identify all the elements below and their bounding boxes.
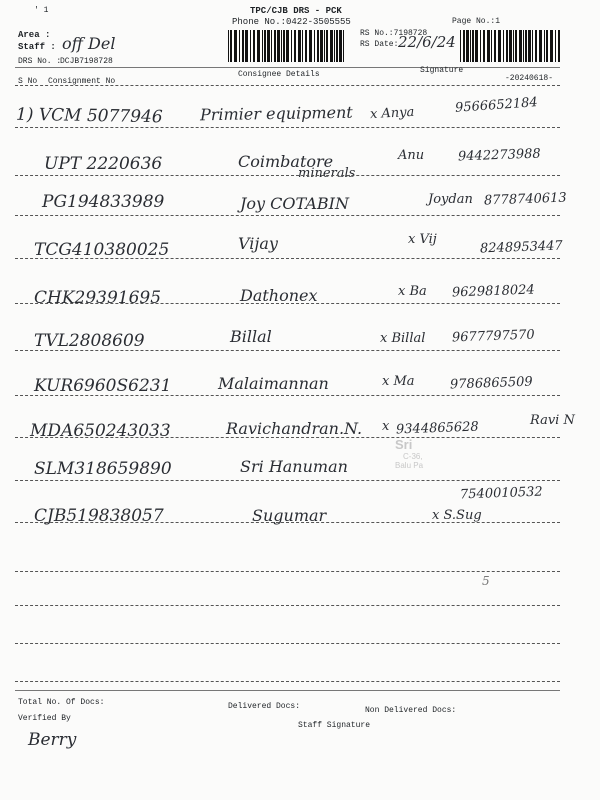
stamp-line-2: C-36,	[403, 452, 423, 461]
consignment-row	[0, 370, 600, 406]
receiver-phone: 9786865509	[449, 374, 533, 393]
barcode-bar	[550, 30, 553, 62]
barcode-bar	[264, 30, 266, 62]
row-rule	[15, 127, 560, 128]
barcode-bar	[283, 30, 285, 62]
receiver-phone: 9344865628	[395, 419, 479, 438]
row-annotation: minerals	[298, 166, 356, 181]
receiver-signature: x Vij	[408, 232, 437, 247]
barcode-bar	[253, 30, 255, 62]
receiver-signature: x Billal	[380, 331, 426, 346]
barcode-bar	[470, 30, 471, 62]
consignment-number: CHK29391695	[34, 288, 162, 308]
barcode-bar	[339, 30, 342, 62]
barcode-bar	[460, 30, 461, 62]
receiver-phone: 9677797570	[451, 327, 535, 346]
rs-date-value: 22/6/24	[398, 33, 456, 51]
barcode-bar	[320, 30, 323, 62]
receiver-signature: x Anya	[369, 104, 415, 123]
empty-line	[15, 681, 560, 682]
row-rule	[15, 303, 560, 304]
phone-number: Phone No.:0422-3505555	[232, 17, 351, 27]
receiver-phone: 9629818024	[451, 282, 535, 301]
consignee-name: Sugumar	[252, 506, 327, 525]
margin-mark: 5	[482, 574, 490, 588]
receiver-signature: Joydan	[428, 192, 473, 207]
barcode-bar	[305, 30, 307, 62]
column-header-rule	[15, 85, 560, 86]
empty-line	[15, 605, 560, 606]
barcode-bar	[528, 30, 531, 62]
row-rule	[15, 480, 560, 481]
stamp-line-3: Balu Pa	[395, 461, 424, 470]
consignment-row	[0, 232, 600, 268]
page-number: Page No.:1	[452, 17, 501, 26]
delivered-docs-label: Delivered Docs:	[228, 702, 301, 711]
barcode-bar	[298, 30, 301, 62]
verified-by-label: Verified By	[18, 714, 71, 723]
barcode-bar	[491, 30, 492, 62]
staff-label: Staff :	[18, 42, 56, 52]
barcode-bar	[532, 30, 533, 62]
barcode-bar	[309, 30, 312, 62]
barcode-bar	[234, 30, 237, 62]
barcode-bar	[281, 30, 282, 62]
barcode-bar	[343, 30, 344, 62]
barcode-bar	[250, 30, 251, 62]
barcode-bar	[487, 30, 490, 62]
receiver-phone: 9442273988	[457, 146, 541, 165]
row-rule	[15, 175, 560, 176]
consignment-row	[0, 413, 600, 449]
barcode-bar	[463, 30, 465, 62]
barcode-bar	[317, 30, 319, 62]
date-code: -20240618-	[505, 74, 554, 83]
barcode-bar	[242, 30, 244, 62]
rs-number: RS No.:7198728	[360, 29, 428, 38]
receiver-signature: x	[382, 419, 390, 434]
barcode-bar	[257, 30, 260, 62]
consignee-name: Coimbatore	[238, 152, 334, 171]
barcode-bar	[230, 30, 232, 62]
receiver-phone: 8778740613	[483, 190, 567, 209]
barcode-bar	[498, 30, 501, 62]
consignment-row	[0, 148, 600, 184]
row-rule	[15, 215, 560, 216]
barcode-bar	[483, 30, 485, 62]
barcode-bar	[506, 30, 508, 62]
barcode-left	[228, 30, 348, 62]
barcode-right	[460, 30, 562, 62]
barcode-bar	[291, 30, 292, 62]
consignee-name: Joy COTABIN	[240, 194, 349, 213]
consignment-number: 1) VCM 5077946	[15, 104, 163, 128]
receiver-signature: x Ma	[382, 374, 415, 389]
barcode-bar	[324, 30, 325, 62]
consignment-row	[0, 282, 600, 318]
receiver-signature: x S.Sug	[432, 508, 482, 523]
barcode-bar	[515, 30, 517, 62]
row-rule	[15, 350, 560, 351]
barcode-bar	[480, 30, 481, 62]
barcode-bar	[475, 30, 478, 62]
barcode-bar	[519, 30, 522, 62]
barcode-bar	[274, 30, 276, 62]
non-delivered-docs-label: Non Delivered Docs:	[365, 706, 457, 715]
receiver-phone: 7540010532	[459, 484, 543, 503]
header-rule	[15, 67, 560, 68]
total-docs-label: Total No. Of Docs:	[18, 698, 105, 707]
receiver-phone: 9566652184	[454, 95, 539, 116]
receiver-signature: x Ba	[398, 284, 427, 299]
barcode-bar	[314, 30, 315, 62]
column-consignee: Consignee Details	[238, 70, 320, 79]
barcode-bar	[513, 30, 514, 62]
consignment-number: CJB519838057	[34, 506, 164, 526]
barcode-bar	[239, 30, 240, 62]
barcode-bar	[535, 30, 537, 62]
consignment-row	[0, 484, 600, 534]
row-annotation: Ravi N	[530, 413, 575, 428]
barcode-bar	[228, 30, 229, 62]
consignment-number: TCG410380025	[34, 240, 170, 260]
barcode-bar	[539, 30, 542, 62]
barcode-bar	[503, 30, 504, 62]
drs-value: DCJB7198728	[60, 57, 113, 66]
empty-line	[15, 643, 560, 644]
barcode-bar	[336, 30, 338, 62]
consignment-number: TVL2808609	[34, 331, 145, 351]
receiver-phone: 8248953447	[479, 238, 563, 257]
column-consignment: Consignment No	[48, 77, 116, 86]
faint-stamp	[395, 437, 423, 470]
staff-value: off Del	[62, 34, 116, 53]
column-signature: Signature	[420, 66, 464, 75]
barcode-bar	[494, 30, 496, 62]
column-sno: S No	[18, 77, 38, 86]
barcode-bar	[546, 30, 548, 62]
consignment-number: KUR6960S6231	[34, 376, 172, 396]
footer-rule	[15, 690, 560, 691]
row-rule	[15, 258, 560, 259]
barcode-bar	[525, 30, 527, 62]
empty-line	[15, 571, 560, 572]
barcode-bar	[302, 30, 303, 62]
barcode-bar	[326, 30, 328, 62]
corner-mark: ' 1	[34, 6, 49, 15]
receiver-signature: Anu	[398, 148, 425, 163]
consignment-row	[0, 192, 600, 228]
barcode-bar	[509, 30, 512, 62]
area-label: Area :	[18, 30, 51, 40]
row-rule	[15, 395, 560, 396]
verifier-signature: Berry	[28, 730, 77, 750]
barcode-bar	[523, 30, 524, 62]
barcode-bar	[271, 30, 272, 62]
consignment-number: UPT 2220636	[44, 154, 163, 174]
consignment-row	[0, 325, 600, 361]
barcode-bar	[262, 30, 263, 62]
barcode-bar	[277, 30, 280, 62]
row-rule	[15, 437, 560, 438]
barcode-bar	[544, 30, 545, 62]
consignee-name: Billal	[230, 327, 272, 346]
barcode-bar	[330, 30, 333, 62]
row-rule	[15, 522, 560, 523]
consignee-name: Ravichandran.N.	[226, 419, 363, 438]
barcode-bar	[558, 30, 560, 62]
consignment-row	[0, 95, 600, 144]
consignee-name: Vijay	[238, 234, 278, 253]
consignee-name: Primier equipment	[199, 102, 353, 125]
drs-label: DRS No. :	[18, 57, 62, 66]
consignment-number: MDA650243033	[30, 421, 171, 441]
barcode-bar	[555, 30, 556, 62]
consignment-number: SLM318659890	[34, 459, 172, 479]
barcode-bar	[466, 30, 469, 62]
stamp-line-1: Sri	[395, 437, 413, 452]
consignee-name: Dathonex	[240, 286, 318, 305]
barcode-bar	[334, 30, 335, 62]
consignment-number: PG194833989	[42, 192, 165, 212]
document-title: TPC/CJB DRS - PCK	[250, 6, 342, 16]
barcode-bar	[267, 30, 270, 62]
staff-signature-label: Staff Signature	[298, 721, 371, 730]
barcode-bar	[245, 30, 248, 62]
barcode-bar	[286, 30, 289, 62]
barcode-bar	[294, 30, 296, 62]
barcode-bar	[472, 30, 474, 62]
consignee-name: Malaimannan	[218, 374, 329, 393]
rs-date-label: RS Date:	[360, 40, 399, 49]
consignee-name: Sri Hanuman	[240, 457, 348, 476]
